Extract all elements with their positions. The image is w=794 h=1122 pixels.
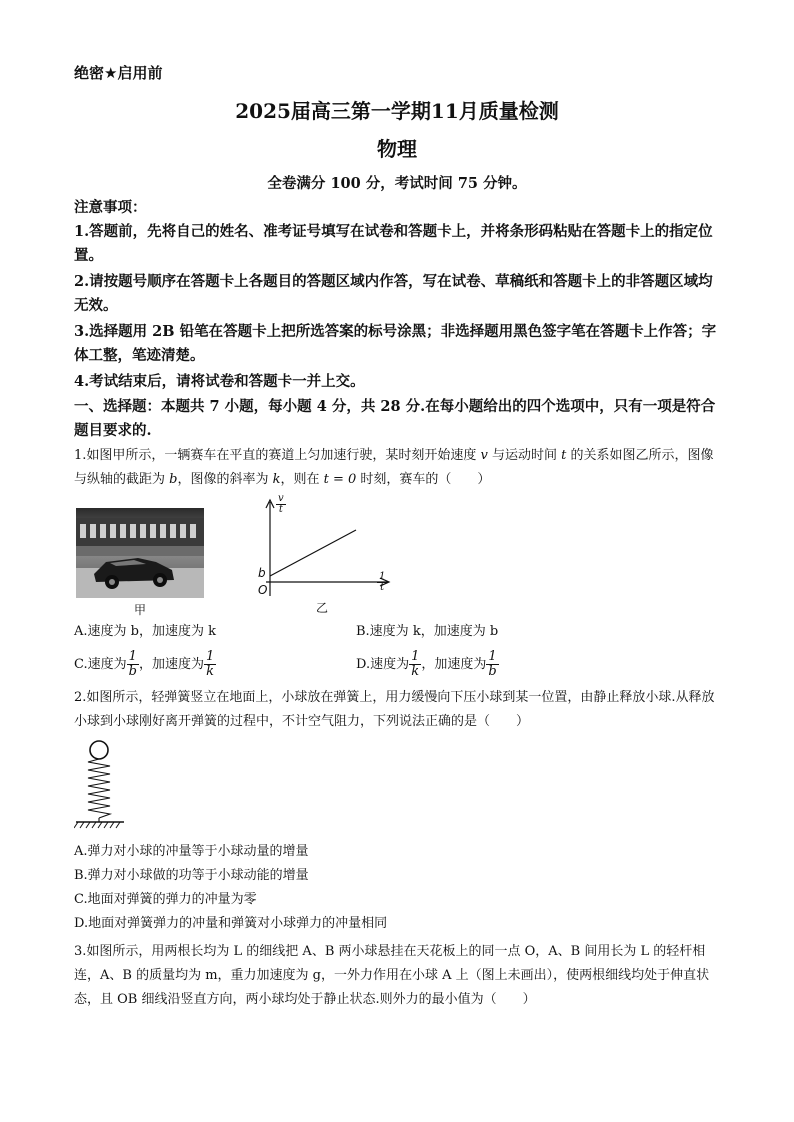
figure-jia-label: 甲 bbox=[134, 603, 147, 617]
note-item-1: 1.答题前，先将自己的姓名、准考证号填写在试卷和答题卡上，并将条形码粘贴在答题卡上的指定位置。 bbox=[74, 223, 713, 264]
section-1-heading: 一、选择题：本题共 7 小题，每小题 4 分，共 28 分.在每小题给出的四个选项中，只有一项是符合题目要求的. bbox=[74, 398, 716, 439]
q1-option-c: C.速度为 $\frac{1}{b}$ ，加速度为 $\frac{1}{k}$ bbox=[74, 649, 215, 679]
x-axis-label: $\frac{1}{t}$ bbox=[379, 571, 386, 593]
note-item-4: 4.考试结束后，请将试卷和答题卡一并上交。 bbox=[74, 373, 365, 390]
full-score-note: 全卷满分 100 分，考试时间 75 分钟。 bbox=[267, 175, 527, 192]
origin-label: O bbox=[258, 583, 268, 597]
figure-yi-label: 乙 bbox=[316, 601, 329, 615]
race-car-photo bbox=[76, 508, 204, 598]
q2-option-c: C.地面对弹簧的弹力的冲量为零 bbox=[74, 892, 257, 907]
question-1-stem: 1.如图甲所示，一辆赛车在平直的赛道上匀加速行驶，某时刻开始速度 v 与运动时间 t 的关系如图乙所示，图像与纵轴的截距为 b，图像的斜率为 k，则在 t = 0 时刻，赛车的（ ） bbox=[74, 448, 714, 487]
y-axis-label: $\frac{v}{t}$ bbox=[278, 493, 284, 515]
intercept-label: b bbox=[258, 566, 266, 580]
exam-title: 2025届高三第一学期11月质量检测 bbox=[235, 99, 559, 123]
note-item-2: 2.请按题号顺序在答题卡上各题目的答题区域内作答，写在试卷、草稿纸和答题卡上的非答题区域均无效。 bbox=[74, 273, 713, 314]
question-2-stem: 2.如图所示，轻弹簧竖立在地面上，小球放在弹簧上，用力缓慢向下压小球到某一位置，由静止释放小球.从释放小球到小球刚好离开弹簧的过程中，不计空气阻力，下列说法正确的是（ ） bbox=[74, 690, 715, 729]
note-item-3: 3.选择题用 2B 铅笔在答题卡上把所选答案的标号涂黑；非选择题用黑色签字笔在答题卡上作答；字体工整，笔迹清楚。 bbox=[74, 323, 717, 364]
confidential-label: 绝密★启用前 bbox=[74, 64, 163, 82]
spring-ball-figure bbox=[74, 738, 130, 832]
q1-option-b: B.速度为 k，加速度为 b bbox=[356, 624, 499, 639]
q2-option-b: B.弹力对小球做的功等于小球动能的增量 bbox=[74, 868, 309, 883]
question-3-stem: 3.如图所示，用两根长均为 L 的细线把 A、B 两小球悬挂在天花板上的同一点 O，A、B 间用长为 L 的轻杆相连，A、B 的质量均为 m，重力加速度为 g，一外力作用在小球 A 上（图上未画出），使两根细线均处于伸直状态，且 OB 细线沿竖直方向，两小球均处于静止状态.则外力的最小值为（ ） bbox=[74, 944, 710, 1007]
q2-option-a: A.弹力对小球的冲量等于小球动量的增量 bbox=[74, 844, 309, 859]
notes-heading: 注意事项： bbox=[74, 199, 147, 216]
subject-title: 物理 bbox=[377, 137, 417, 161]
q2-option-d: D.地面对弹簧弹力的冲量和弹簧对小球弹力的冲量相同 bbox=[74, 916, 388, 931]
q1-option-d: D.速度为 $\frac{1}{k}$ ，加速度为 $\frac{1}{b}$ bbox=[356, 649, 497, 679]
q1-option-a: A.速度为 b，加速度为 k bbox=[74, 624, 216, 639]
